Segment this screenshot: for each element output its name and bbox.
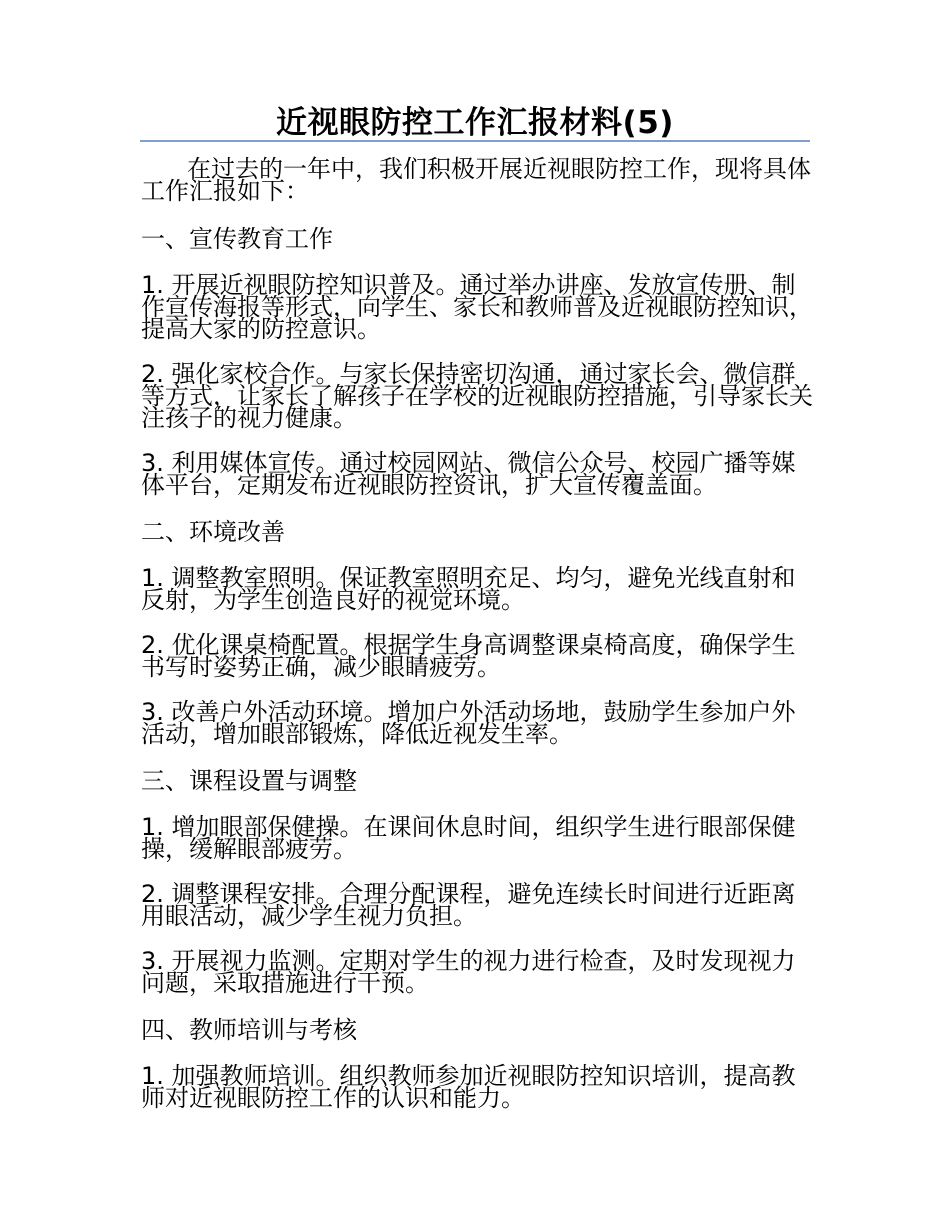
intro-paragraph: 在过去的一年中，我们积极开展近视眼防控工作，现将具体工作汇报如下： xyxy=(141,155,811,205)
title-divider xyxy=(140,140,810,142)
list-item: 2. 调整课程安排。合理分配课程，避免连续长时间进行近距离用眼活动，减少学生视力负担。 xyxy=(141,880,796,930)
list-item: 3. 改善户外活动环境。增加户外活动场地，鼓励学生参加户外活动，增加眼部锻炼，降低近视发生率。 xyxy=(141,698,796,748)
list-item: 1. 加强教师培训。组织教师参加近视眼防控知识培训，提高教师对近视眼防控工作的认识和能力。 xyxy=(141,1062,796,1112)
list-item: 1. 开展近视眼防控知识普及。通过举办讲座、发放宣传册、制作宣传海报等形式，向学生、家长和教师普及近视眼防控知识，提高大家的防控意识。 xyxy=(141,271,813,343)
page-title: 近视眼防控工作汇报材料(5) xyxy=(276,105,674,141)
section-heading: 三、课程设置与调整 xyxy=(141,767,357,795)
section-heading: 二、环境改善 xyxy=(141,518,285,546)
document-body xyxy=(141,155,813,1112)
list-item: 3. 利用媒体宣传。通过校园网站、微信公众号、校园广播等媒体平台，定期发布近视眼防控资讯，扩大宣传覆盖面。 xyxy=(141,449,796,499)
list-item: 3. 开展视力监测。定期对学生的视力进行检查，及时发现视力问题，采取措施进行干预。 xyxy=(141,947,796,997)
list-item: 2. 强化家校合作。与家长保持密切沟通，通过家长会、微信群等方式，让家长了解孩子在学校的近视眼防控措施，引导家长关注孩子的视力健康。 xyxy=(141,360,813,432)
section-heading: 一、宣传教育工作 xyxy=(141,225,333,253)
list-item: 1. 调整教室照明。保证教室照明充足、均匀，避免光线直射和反射，为学生创造良好的视觉环境。 xyxy=(141,564,796,614)
list-item: 2. 优化课桌椅配置。根据学生身高调整课桌椅高度，确保学生书写时姿势正确，减少眼睛疲劳。 xyxy=(141,631,796,681)
list-item: 1. 增加眼部保健操。在课间休息时间，组织学生进行眼部保健操，缓解眼部疲劳。 xyxy=(141,813,796,863)
section-heading: 四、教师培训与考核 xyxy=(141,1016,357,1044)
